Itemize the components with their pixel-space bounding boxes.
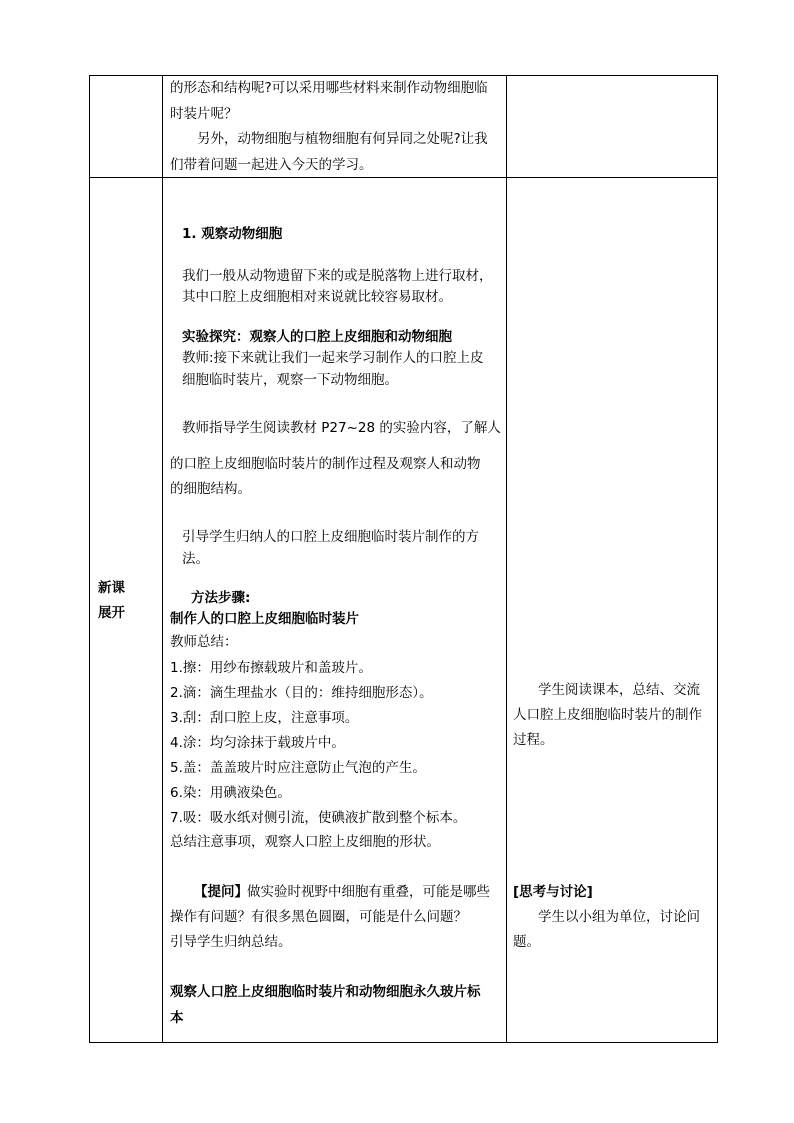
method-label: 方法步骤:	[191, 590, 251, 606]
student-activity-line-3: 过程。	[513, 732, 554, 748]
step-7: 7.吸：吸水纸对侧引流，使碘液扩散到整个标本。	[170, 810, 467, 826]
intro-line-4: 们带着问题一起进入今天的学习。	[170, 157, 373, 173]
step-2: 2.滴：滴生理盐水（目的：维持细胞形态）。	[170, 685, 433, 701]
discussion-line-2: 题。	[513, 934, 540, 950]
final-title-line-1: 观察人口腔上皮细胞临时装片和动物细胞永久玻片标	[170, 984, 481, 1000]
guide-sum-line-1: 引导学生归纳人的口腔上皮细胞临时装片制作的方	[182, 529, 479, 545]
summary-line: 总结注意事项，观察人口腔上皮细胞的形状。	[170, 834, 440, 850]
guide-conclude: 引导学生归纳总结。	[170, 934, 292, 950]
guide-read-line-2: 的口腔上皮细胞临时装片的制作过程及观察人和动物	[170, 456, 481, 472]
discussion-line-1: 学生以小组为单位，讨论问	[538, 909, 700, 925]
intro-line-2: 时装片呢？	[170, 106, 238, 122]
question-line-2: 操作有问题？有很多黑色圆圈，可能是什么问题？	[170, 909, 467, 925]
intro-line-3: 另外，动物细胞与植物细胞有何异同之处呢?让我	[197, 131, 488, 147]
step-4: 4.涂：均匀涂抹于载玻片中。	[170, 735, 345, 751]
teacher-intro-line-2: 细胞临时装片，观察一下动物细胞。	[182, 372, 398, 388]
final-title-line-2: 本	[170, 1010, 184, 1026]
guide-read-line-3: 的细胞结构。	[170, 481, 251, 497]
student-activity-line-2: 人口腔上皮细胞临时装片的制作	[513, 707, 702, 723]
teacher-summary-label: 教师总结：	[170, 634, 238, 650]
row-divider	[90, 177, 717, 178]
step-3: 3.刮：刮口腔上皮，注意事项。	[170, 710, 359, 726]
question-line-1: 做实验时视野中细胞有重叠，可能是哪些	[247, 884, 490, 900]
column-divider-1	[162, 76, 163, 1042]
column-divider-2	[506, 76, 507, 1042]
intro-line-1: 的形态和结构呢?可以采用哪些材料来制作动物细胞临	[170, 80, 488, 96]
guide-read-line-1: 教师指导学生阅读教材 P27~28 的实验内容，了解人	[182, 420, 501, 436]
lesson-table	[89, 75, 718, 1043]
guide-sum-line-2: 法。	[182, 551, 209, 567]
method-title: 制作人的口腔上皮细胞临时装片	[170, 611, 359, 627]
sampling-line-2: 其中口腔上皮细胞相对来说就比较容易取材。	[182, 289, 452, 305]
section-heading: 1. 观察动物细胞	[182, 226, 283, 242]
question-tag: 【提问】	[194, 884, 248, 900]
discussion-title: [思考与讨论]	[513, 884, 593, 900]
teacher-intro-line-1: 教师:接下来就让我们一起来学习制作人的口腔上皮	[182, 350, 484, 366]
step-1: 1.擦：用纱布擦载玻片和盖玻片。	[170, 660, 372, 676]
student-activity-line-1: 学生阅读课本，总结、交流	[538, 682, 700, 698]
stage-label-line-1: 新课	[98, 580, 125, 596]
stage-label-line-2: 展开	[98, 605, 125, 621]
step-5: 5.盖：盖盖玻片时应注意防止气泡的产生。	[170, 760, 426, 776]
experiment-title: 实验探究：观察人的口腔上皮细胞和动物细胞	[182, 329, 452, 345]
step-6: 6.染：用碘液染色。	[170, 785, 291, 801]
sampling-line-1: 我们一般从动物遗留下来的或是脱落物上进行取材，	[182, 268, 493, 284]
